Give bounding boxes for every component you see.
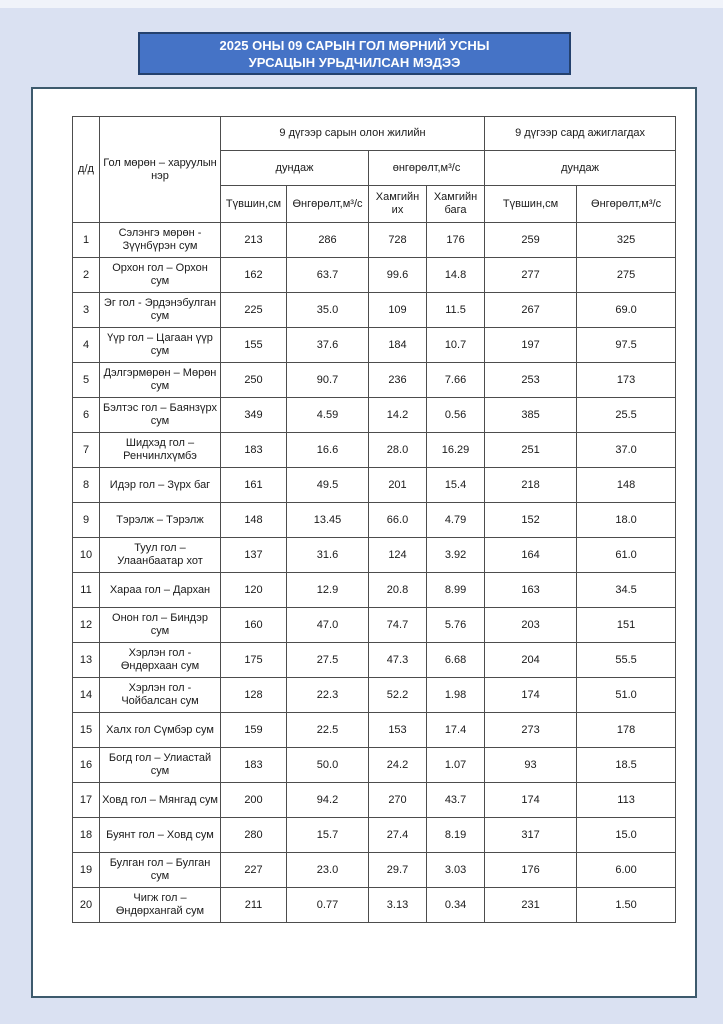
station-name: Хэрлэн гол - Чойбалсан сум (100, 678, 221, 713)
value-cell: 97.5 (577, 328, 676, 363)
value-cell: 236 (369, 363, 427, 398)
value-cell: 275 (577, 258, 676, 293)
station-name: Эг гол - Эрдэнэбулган сум (100, 293, 221, 328)
value-cell: 317 (485, 818, 577, 853)
value-cell: 174 (485, 783, 577, 818)
value-cell: 250 (221, 363, 287, 398)
value-cell: 14.2 (369, 398, 427, 433)
table-row (73, 503, 676, 538)
table-row (73, 468, 676, 503)
value-cell: 12.9 (287, 573, 369, 608)
value-cell: 197 (485, 328, 577, 363)
value-cell: 15.4 (427, 468, 485, 503)
row-number: 8 (73, 468, 100, 503)
page-top-margin (0, 0, 723, 8)
value-cell: 160 (221, 608, 287, 643)
row-number: 5 (73, 363, 100, 398)
table-header (73, 117, 676, 223)
value-cell: 74.7 (369, 608, 427, 643)
row-number: 20 (73, 888, 100, 923)
col-header-flow-min: Хамгийн бага (427, 186, 485, 223)
value-cell: 4.59 (287, 398, 369, 433)
value-cell: 29.7 (369, 853, 427, 888)
value-cell: 137 (221, 538, 287, 573)
station-name: Булган гол – Булган сум (100, 853, 221, 888)
value-cell: 51.0 (577, 678, 676, 713)
table-row (73, 538, 676, 573)
value-cell: 175 (221, 643, 287, 678)
value-cell: 259 (485, 223, 577, 258)
value-cell: 63.7 (287, 258, 369, 293)
value-cell: 7.66 (427, 363, 485, 398)
value-cell: 15.0 (577, 818, 676, 853)
table-row (73, 293, 676, 328)
table-row (73, 678, 676, 713)
value-cell: 47.3 (369, 643, 427, 678)
value-cell: 28.0 (369, 433, 427, 468)
value-cell: 18.5 (577, 748, 676, 783)
station-name: Буянт гол – Ховд сум (100, 818, 221, 853)
value-cell: 183 (221, 433, 287, 468)
station-name: Орхон гол – Орхон сум (100, 258, 221, 293)
value-cell: 148 (577, 468, 676, 503)
value-cell: 151 (577, 608, 676, 643)
value-cell: 113 (577, 783, 676, 818)
row-number: 3 (73, 293, 100, 328)
col-subgroup-multiyear-flow: өнгөрөлт,м³/с (369, 151, 485, 186)
row-number: 17 (73, 783, 100, 818)
value-cell: 280 (221, 818, 287, 853)
station-name: Идэр гол – Зүрх баг (100, 468, 221, 503)
value-cell: 8.99 (427, 573, 485, 608)
value-cell: 0.77 (287, 888, 369, 923)
value-cell: 159 (221, 713, 287, 748)
table-row (73, 888, 676, 923)
station-name: Чигж гол – Өндөрхангай сум (100, 888, 221, 923)
station-name: Үүр гол – Цагаан үүр сум (100, 328, 221, 363)
value-cell: 231 (485, 888, 577, 923)
value-cell: 728 (369, 223, 427, 258)
table-row (73, 713, 676, 748)
value-cell: 385 (485, 398, 577, 433)
station-name: Богд гол – Улиастай сум (100, 748, 221, 783)
table-row (73, 748, 676, 783)
value-cell: 251 (485, 433, 577, 468)
value-cell: 20.8 (369, 573, 427, 608)
value-cell: 49.5 (287, 468, 369, 503)
value-cell: 52.2 (369, 678, 427, 713)
col-header-level-observed: Түвшин,см (485, 186, 577, 223)
value-cell: 31.6 (287, 538, 369, 573)
col-header-station: Гол мөрөн – харуулын нэр (100, 117, 221, 223)
table-row (73, 573, 676, 608)
table-row (73, 258, 676, 293)
station-name: Хараа гол – Дархан (100, 573, 221, 608)
table-row (73, 223, 676, 258)
row-number: 16 (73, 748, 100, 783)
value-cell: 10.7 (427, 328, 485, 363)
col-header-flow-max: Хамгийн их (369, 186, 427, 223)
value-cell: 109 (369, 293, 427, 328)
value-cell: 94.2 (287, 783, 369, 818)
value-cell: 1.50 (577, 888, 676, 923)
value-cell: 6.68 (427, 643, 485, 678)
col-group-multiyear: 9 дүгээр сарын олон жилийн (221, 117, 485, 151)
value-cell: 14.8 (427, 258, 485, 293)
row-number: 10 (73, 538, 100, 573)
col-header-index: д/д (73, 117, 100, 223)
value-cell: 1.98 (427, 678, 485, 713)
value-cell: 3.13 (369, 888, 427, 923)
row-number: 1 (73, 223, 100, 258)
value-cell: 120 (221, 573, 287, 608)
row-number: 6 (73, 398, 100, 433)
col-subgroup-multiyear-average: дундаж (221, 151, 369, 186)
value-cell: 61.0 (577, 538, 676, 573)
value-cell: 270 (369, 783, 427, 818)
value-cell: 4.79 (427, 503, 485, 538)
value-cell: 8.19 (427, 818, 485, 853)
value-cell: 273 (485, 713, 577, 748)
value-cell: 161 (221, 468, 287, 503)
row-number: 11 (73, 573, 100, 608)
value-cell: 5.76 (427, 608, 485, 643)
row-number: 15 (73, 713, 100, 748)
station-name: Халх гол Сүмбэр сум (100, 713, 221, 748)
value-cell: 178 (577, 713, 676, 748)
table-row (73, 433, 676, 468)
table-row (73, 398, 676, 433)
value-cell: 22.5 (287, 713, 369, 748)
value-cell: 184 (369, 328, 427, 363)
value-cell: 201 (369, 468, 427, 503)
table-row (73, 853, 676, 888)
col-header-flow-multiyear: Өнгөрөлт,м³/с (287, 186, 369, 223)
value-cell: 22.3 (287, 678, 369, 713)
value-cell: 43.7 (427, 783, 485, 818)
value-cell: 173 (577, 363, 676, 398)
value-cell: 148 (221, 503, 287, 538)
value-cell: 34.5 (577, 573, 676, 608)
row-number: 2 (73, 258, 100, 293)
value-cell: 124 (369, 538, 427, 573)
value-cell: 183 (221, 748, 287, 783)
value-cell: 253 (485, 363, 577, 398)
value-cell: 218 (485, 468, 577, 503)
row-number: 18 (73, 818, 100, 853)
station-name: Сэлэнгэ мөрөн - Зүүнбүрэн сум (100, 223, 221, 258)
value-cell: 15.7 (287, 818, 369, 853)
value-cell: 55.5 (577, 643, 676, 678)
station-name: Шидхэд гол – Ренчинлхүмбэ (100, 433, 221, 468)
value-cell: 69.0 (577, 293, 676, 328)
value-cell: 93 (485, 748, 577, 783)
value-cell: 152 (485, 503, 577, 538)
value-cell: 25.5 (577, 398, 676, 433)
value-cell: 16.29 (427, 433, 485, 468)
value-cell: 90.7 (287, 363, 369, 398)
station-name: Туул гол – Улаанбаатар хот (100, 538, 221, 573)
value-cell: 204 (485, 643, 577, 678)
station-name: Хэрлэн гол - Өндөрхаан сум (100, 643, 221, 678)
value-cell: 213 (221, 223, 287, 258)
row-number: 13 (73, 643, 100, 678)
value-cell: 27.5 (287, 643, 369, 678)
value-cell: 163 (485, 573, 577, 608)
value-cell: 17.4 (427, 713, 485, 748)
value-cell: 50.0 (287, 748, 369, 783)
value-cell: 35.0 (287, 293, 369, 328)
table-row (73, 783, 676, 818)
station-name: Тэрэлж – Тэрэлж (100, 503, 221, 538)
col-header-flow-observed: Өнгөрөлт,м³/с (577, 186, 676, 223)
value-cell: 164 (485, 538, 577, 573)
row-number: 7 (73, 433, 100, 468)
value-cell: 225 (221, 293, 287, 328)
value-cell: 267 (485, 293, 577, 328)
hydrology-forecast-table (72, 116, 676, 923)
title-line-1: 2025 ОНЫ 09 САРЫН ГОЛ МӨРНИЙ УСНЫ (219, 37, 490, 53)
value-cell: 13.45 (287, 503, 369, 538)
table-row (73, 328, 676, 363)
row-number: 4 (73, 328, 100, 363)
row-number: 14 (73, 678, 100, 713)
row-number: 12 (73, 608, 100, 643)
table-row (73, 643, 676, 678)
value-cell: 128 (221, 678, 287, 713)
value-cell: 16.6 (287, 433, 369, 468)
table-row (73, 608, 676, 643)
value-cell: 203 (485, 608, 577, 643)
value-cell: 6.00 (577, 853, 676, 888)
col-subgroup-observed-average: дундаж (485, 151, 676, 186)
value-cell: 3.03 (427, 853, 485, 888)
value-cell: 37.6 (287, 328, 369, 363)
value-cell: 1.07 (427, 748, 485, 783)
station-name: Бэлтэс гол – Баянзүрх сум (100, 398, 221, 433)
row-number: 19 (73, 853, 100, 888)
title-banner (138, 32, 571, 75)
report-card (31, 87, 697, 998)
value-cell: 0.56 (427, 398, 485, 433)
value-cell: 162 (221, 258, 287, 293)
value-cell: 0.34 (427, 888, 485, 923)
value-cell: 153 (369, 713, 427, 748)
value-cell: 325 (577, 223, 676, 258)
table-row (73, 818, 676, 853)
col-group-observed: 9 дүгээр сард ажиглагдах (485, 117, 676, 151)
value-cell: 47.0 (287, 608, 369, 643)
value-cell: 24.2 (369, 748, 427, 783)
station-name: Онон гол – Биндэр сум (100, 608, 221, 643)
value-cell: 11.5 (427, 293, 485, 328)
value-cell: 18.0 (577, 503, 676, 538)
value-cell: 3.92 (427, 538, 485, 573)
value-cell: 23.0 (287, 853, 369, 888)
value-cell: 155 (221, 328, 287, 363)
value-cell: 200 (221, 783, 287, 818)
row-number: 9 (73, 503, 100, 538)
table-body (73, 223, 676, 923)
station-name: Дэлгэрмөрөн – Мөрөн сум (100, 363, 221, 398)
value-cell: 176 (427, 223, 485, 258)
value-cell: 99.6 (369, 258, 427, 293)
station-name: Ховд гол – Мянгад сум (100, 783, 221, 818)
value-cell: 37.0 (577, 433, 676, 468)
value-cell: 277 (485, 258, 577, 293)
value-cell: 211 (221, 888, 287, 923)
value-cell: 27.4 (369, 818, 427, 853)
value-cell: 349 (221, 398, 287, 433)
col-header-level-multiyear: Түвшин,см (221, 186, 287, 223)
title-line-2: УРСАЦЫН УРЬДЧИЛСАН МЭДЭЭ (248, 54, 461, 70)
value-cell: 286 (287, 223, 369, 258)
value-cell: 176 (485, 853, 577, 888)
value-cell: 227 (221, 853, 287, 888)
table-row (73, 363, 676, 398)
value-cell: 66.0 (369, 503, 427, 538)
value-cell: 174 (485, 678, 577, 713)
